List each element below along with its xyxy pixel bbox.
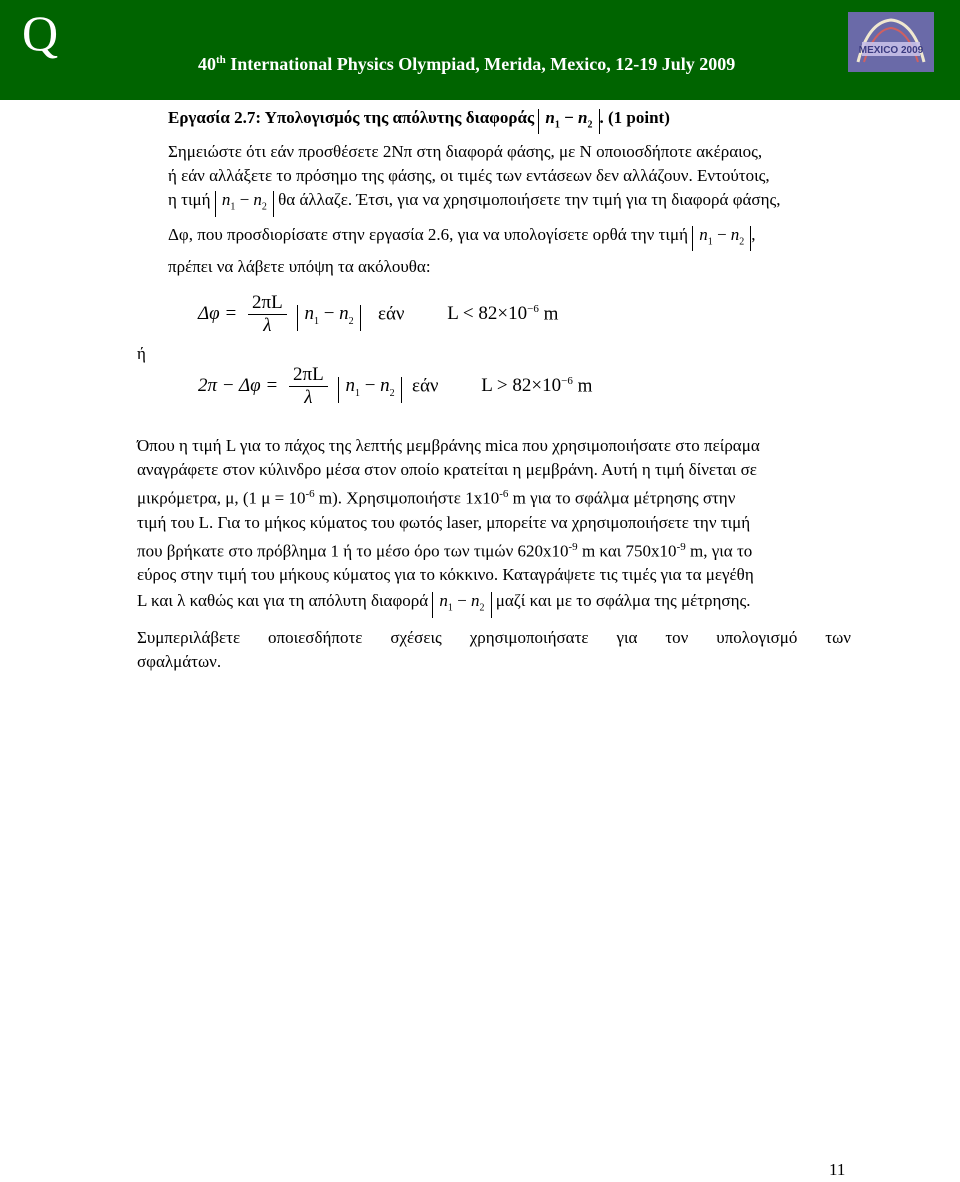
header-title: 40th International Physics Olympiad, Merida, Mexico, 12-19 July 2009 [198, 54, 736, 74]
eq1-fraction: $\frac{2\pi L}{\lambda}$ [248, 292, 287, 337]
paragraph-3: Συμπεριλάβετε οποιεσδήποτε σχέσεις χρησιμοποιήσατε για τον υπολογισμό των σφαλμάτων. [137, 627, 851, 671]
ipho-logo [848, 12, 934, 72]
page-header [0, 0, 960, 100]
logo-text: MEXICO 2009 [858, 45, 924, 56]
header-logo-letter: Q [22, 5, 59, 61]
abs-n1-n2: $n_1 - n_2$ [215, 191, 274, 216]
abs-n1-n2: $n_1 - n_2$ [338, 377, 401, 403]
abs-n1-n2: $n_1 - n_2$ [297, 305, 360, 331]
paragraph-1: Σημειώστε ότι εάν προσθέσετε 2Nπ στη διαφορά φάσης, με N οποιοσδήποτε ακέραιος, ή εάν αλλάξετε το πρόσημο της φάσης, οι τιμές των εντάσεων δεν αλλάζουν. Εντούτοις, η τιμή $n_1 - n_2$ θα άλλαζε. Έτσι, για να χρησιμοποιήσετε την τιμή για τη διαφορά φάσης, Δφ, που προσδιορίσατε στην εργασία 2.6, για να υπολογίσετε ορθά την τιμή $n_1 - n_2$ , πρέπει να λάβετε υπόψη τα ακόλουθα: [168, 142, 781, 277]
equation-2 [198, 364, 402, 409]
paragraph-2: Όπου η τιμή L για το πάχος της λεπτής μεμβράνης mica που χρησιμοποιήσατε στο πείραμα αναγράφετε στον κύλινδρο μέσα στον οποίο κρατείται η μεμβράνη. Αυτή η τιμή δίνεται σε μικρόμετρα, μ, (1 $\mu = 10^{-6}$ m). Χρησιμοποιήστε $1x10^{-6}$ m για το σφάλμα μέτρησης στην τιμή του L. Για το μήκος κύματος του φωτός laser, μπορείτε να χρησιμοποιήσετε την τιμή που βρήκατε στο πρόβλημα 1 ή το μέσο όρο των τιμών $620x10^{-9}$ m και $750x10^{-9}$ m, για το εύρος στην τιμή του μήκους κύματος για το κόκκινο. Καταγράψετε τις τιμές για τα μεγέθη L και λ καθώς και για τη απόλυτη διαφορά $n_1 - n_2$ μαζί και με το σφάλμα της μέτρησης. Συμπεριλάβετε οποιεσδήποτε σχέσεις χρησιμοποιήσατε για τον υπολογισμό των σφαλμάτων. [137, 434, 851, 674]
eq2-condition: εάν $L > 82\times 10^{-6}$ m [412, 375, 593, 397]
abs-n1-n2: $n_1 - n_2$ [538, 109, 599, 134]
eq2-lhs: 2π − Δφ = [198, 374, 279, 396]
eq1-condition: εάν $L < 82\times 10^{-6}$ m [378, 303, 559, 325]
eq1-lhs: Δφ = [198, 302, 238, 324]
main-content [168, 104, 852, 279]
abs-n1-n2: $n_1 - n_2$ [692, 226, 751, 251]
eq2-fraction: $\frac{2\pi L}{\lambda}$ [289, 364, 328, 409]
or-word: ή [137, 344, 146, 363]
page-number: 11 [829, 1160, 846, 1179]
abs-n1-n2: $n_1 - n_2$ [432, 592, 491, 617]
equation-1 [198, 292, 361, 337]
task-heading: Εργασία 2.7: Υπολογισμός της απόλυτης διαφοράς $n_1 - n_2$ . (1 point) [168, 106, 852, 134]
